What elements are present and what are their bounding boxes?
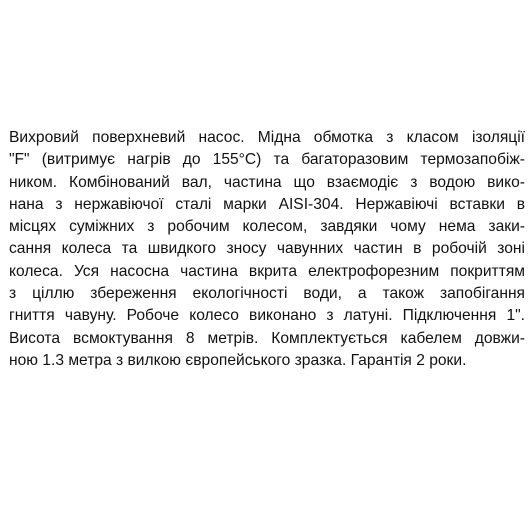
description-line: Вихровий поверхневий насос. Мідна обмотка з класом ізоляції	[9, 129, 525, 146]
description-line: ною 1.3 метра з вилкою європейського зразка. Гарантія 2 роки.	[9, 351, 467, 369]
description-line: "F" (витримує нагрів до 155°С) та багаторазовим термозапобіж-	[9, 151, 525, 169]
description-line: з ціллю збереження екологічності води, а також запобігання	[9, 285, 525, 303]
description-line: гниття чавуну. Робоче колесо виконано з латуні. Підключення 1".	[9, 307, 525, 325]
description-line: Висота всмоктування 8 метрів. Комплектується кабелем довжи-	[9, 329, 525, 347]
product-description	[9, 127, 525, 372]
description-line: колеса. Уся насосна частина вкрита електрофорезним покриттям	[9, 262, 525, 280]
description-line: нана з нержавіючої сталі марки AISI-304. Нержавіючі вставки в	[9, 195, 525, 213]
description-line: місцях суміжних з робочим колесом, завдяки чому нема заки-	[9, 218, 525, 236]
description-line: сання колеса та швидкого зносу чавунних частин в робочій зоні	[9, 240, 525, 258]
description-line: ником. Комбінований вал, частина що взаємодіє з водою вико-	[9, 173, 525, 191]
